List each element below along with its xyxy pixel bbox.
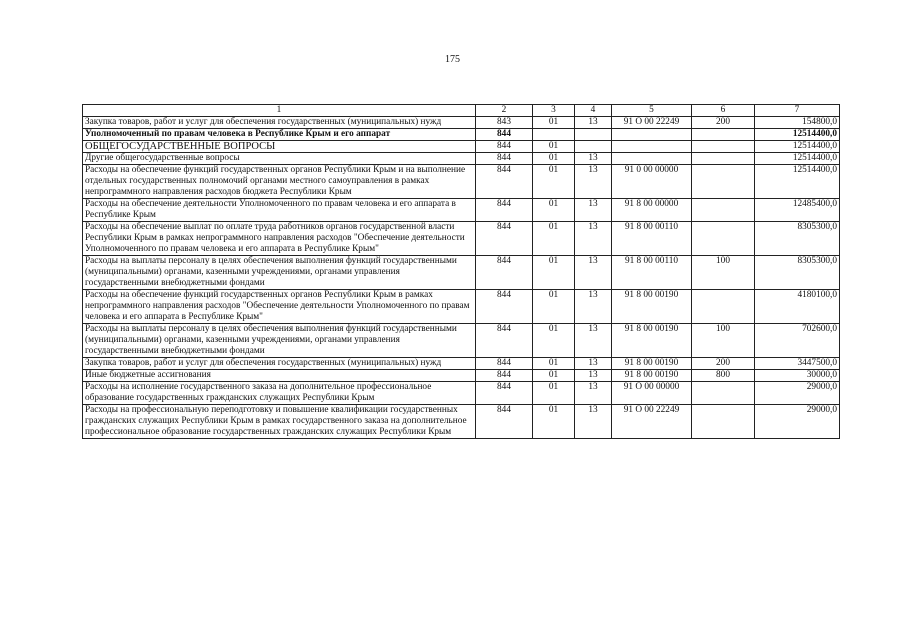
row-subsection-code-cell: 13 — [575, 199, 612, 222]
row-target-article-cell: 91 О 00 22249 — [612, 117, 692, 129]
table-row — [83, 129, 840, 141]
row-amount-cell: 12514400,0 — [755, 129, 840, 141]
column-header: 3 — [533, 105, 575, 117]
table-row — [83, 165, 840, 199]
row-target-article-cell: 91 8 00 00190 — [612, 324, 692, 358]
table-header-row — [83, 105, 840, 117]
column-header: 1 — [83, 105, 476, 117]
row-target-article-cell: 91 8 00 00000 — [612, 199, 692, 222]
row-target-article-cell: 91 8 00 00190 — [612, 358, 692, 370]
table-row — [83, 256, 840, 290]
row-subsection-code-cell: 13 — [575, 290, 612, 324]
row-target-article-cell: 91 О 00 00000 — [612, 382, 692, 405]
row-ministry-code-cell: 843 — [476, 117, 533, 129]
row-section-code-cell — [533, 129, 575, 141]
row-section-code-cell: 01 — [533, 370, 575, 382]
row-subsection-code-cell: 13 — [575, 405, 612, 439]
row-target-article-cell: 91 0 00 00000 — [612, 165, 692, 199]
row-amount-cell: 154800,0 — [755, 117, 840, 129]
row-expense-type-cell — [692, 199, 755, 222]
row-target-article-cell: 91 8 00 00110 — [612, 222, 692, 256]
row-expense-type-cell: 100 — [692, 324, 755, 358]
row-subsection-code-cell: 13 — [575, 358, 612, 370]
row-amount-cell: 29000,0 — [755, 382, 840, 405]
page-number: 175 — [445, 54, 460, 65]
row-name-cell: Расходы на исполнение государственного заказа на дополнительное профессиональное образование государственных гражданских служащих Республики Крым — [83, 382, 476, 405]
row-name-cell: Расходы на выплаты персоналу в целях обеспечения выполнения функций государственными (муниципальными) органами, казенными учреждениями, органами управления государственными внебюджетными фондами — [83, 324, 476, 358]
row-ministry-code-cell: 844 — [476, 256, 533, 290]
row-target-article-cell: 91 8 00 00190 — [612, 370, 692, 382]
row-expense-type-cell: 800 — [692, 370, 755, 382]
row-ministry-code-cell: 844 — [476, 290, 533, 324]
column-header: 2 — [476, 105, 533, 117]
row-subsection-code-cell: 13 — [575, 222, 612, 256]
row-name-cell: Расходы на обеспечение деятельности Уполномоченного по правам человека и его аппарата в Республике Крым — [83, 199, 476, 222]
row-section-code-cell: 01 — [533, 199, 575, 222]
row-section-code-cell: 01 — [533, 405, 575, 439]
row-section-code-cell: 01 — [533, 382, 575, 405]
row-section-code-cell: 01 — [533, 153, 575, 165]
row-amount-cell: 8305300,0 — [755, 222, 840, 256]
row-subsection-code-cell: 13 — [575, 165, 612, 199]
row-target-article-cell — [612, 153, 692, 165]
row-ministry-code-cell: 844 — [476, 358, 533, 370]
table-row — [83, 382, 840, 405]
budget-table — [82, 104, 840, 439]
table-row — [83, 370, 840, 382]
row-ministry-code-cell: 844 — [476, 199, 533, 222]
row-subsection-code-cell: 13 — [575, 117, 612, 129]
row-target-article-cell — [612, 129, 692, 141]
row-amount-cell: 12514400,0 — [755, 165, 840, 199]
row-ministry-code-cell: 844 — [476, 141, 533, 153]
row-amount-cell: 12485400,0 — [755, 199, 840, 222]
row-expense-type-cell: 100 — [692, 256, 755, 290]
row-expense-type-cell: 200 — [692, 117, 755, 129]
row-expense-type-cell — [692, 290, 755, 324]
row-target-article-cell: 91 О 00 22249 — [612, 405, 692, 439]
row-section-code-cell: 01 — [533, 256, 575, 290]
row-name-cell: Расходы на обеспечение функций государственных органов Республики Крым и на выполнение отдельных государственных полномочий органами местного самоуправления в рамках непрограммного направления расходов бюджета Республики Крым — [83, 165, 476, 199]
row-subsection-code-cell — [575, 129, 612, 141]
row-amount-cell: 702600,0 — [755, 324, 840, 358]
row-ministry-code-cell: 844 — [476, 153, 533, 165]
row-name-cell: Другие общегосударственные вопросы — [83, 153, 476, 165]
table-row — [83, 141, 840, 153]
table-row — [83, 405, 840, 439]
table-row — [83, 117, 840, 129]
row-name-cell: ОБЩЕГОСУДАРСТВЕННЫЕ ВОПРОСЫ — [83, 141, 476, 153]
row-name-cell: Расходы на выплаты персоналу в целях обеспечения выполнения функций государственными (муниципальными) органами, казенными учреждениями, органами управления государственными внебюджетными фондами — [83, 256, 476, 290]
row-name-cell: Расходы на обеспечение функций государственных органов Республики Крым в рамках непрограммного направления расходов "Обеспечение деятельности Уполномоченного по правам человека и его аппарата в Республике Крым" — [83, 290, 476, 324]
row-amount-cell: 29000,0 — [755, 405, 840, 439]
column-header: 4 — [575, 105, 612, 117]
row-ministry-code-cell: 844 — [476, 382, 533, 405]
row-expense-type-cell — [692, 405, 755, 439]
row-name-cell: Закупка товаров, работ и услуг для обеспечения государственных (муниципальных) нужд — [83, 358, 476, 370]
row-expense-type-cell — [692, 129, 755, 141]
row-ministry-code-cell: 844 — [476, 129, 533, 141]
table-row — [83, 290, 840, 324]
row-expense-type-cell — [692, 382, 755, 405]
column-header: 5 — [612, 105, 692, 117]
row-expense-type-cell — [692, 141, 755, 153]
table-row — [83, 199, 840, 222]
row-subsection-code-cell: 13 — [575, 382, 612, 405]
row-ministry-code-cell: 844 — [476, 324, 533, 358]
row-name-cell: Расходы на обеспечение выплат по оплате труда работников органов государственной власти Республики Крым в рамках непрограммного направления расходов "Обеспечение деятельности Уполномоченного по правам человека и его аппарата в Республике Крым" — [83, 222, 476, 256]
row-amount-cell: 4180100,0 — [755, 290, 840, 324]
row-amount-cell: 30000,0 — [755, 370, 840, 382]
row-target-article-cell: 91 8 00 00110 — [612, 256, 692, 290]
row-section-code-cell: 01 — [533, 324, 575, 358]
row-ministry-code-cell: 844 — [476, 222, 533, 256]
row-expense-type-cell: 200 — [692, 358, 755, 370]
row-section-code-cell: 01 — [533, 141, 575, 153]
row-name-cell: Уполномоченный по правам человека в Республике Крым и его аппарат — [83, 129, 476, 141]
row-name-cell: Закупка товаров, работ и услуг для обеспечения государственных (муниципальных) нужд — [83, 117, 476, 129]
table-body — [83, 117, 840, 439]
row-subsection-code-cell: 13 — [575, 153, 612, 165]
row-section-code-cell: 01 — [533, 290, 575, 324]
row-amount-cell: 12514400,0 — [755, 141, 840, 153]
row-target-article-cell — [612, 141, 692, 153]
row-amount-cell: 8305300,0 — [755, 256, 840, 290]
row-amount-cell: 12514400,0 — [755, 153, 840, 165]
row-amount-cell: 3447500,0 — [755, 358, 840, 370]
row-target-article-cell: 91 8 00 00190 — [612, 290, 692, 324]
row-section-code-cell: 01 — [533, 165, 575, 199]
row-section-code-cell: 01 — [533, 117, 575, 129]
table-row — [83, 324, 840, 358]
row-subsection-code-cell — [575, 141, 612, 153]
row-ministry-code-cell: 844 — [476, 370, 533, 382]
column-header: 7 — [755, 105, 840, 117]
row-subsection-code-cell: 13 — [575, 324, 612, 358]
row-subsection-code-cell: 13 — [575, 256, 612, 290]
column-header: 6 — [692, 105, 755, 117]
row-name-cell: Иные бюджетные ассигнования — [83, 370, 476, 382]
row-name-cell: Расходы на профессиональную переподготовку и повышение квалификации государственных гражданских служащих Республики Крым в рамках государственного заказа на дополнительное профессиональное образование государственных гражданских служащих Республики Крым — [83, 405, 476, 439]
table-row — [83, 358, 840, 370]
table-row — [83, 222, 840, 256]
row-ministry-code-cell: 844 — [476, 405, 533, 439]
table-row — [83, 153, 840, 165]
row-ministry-code-cell: 844 — [476, 165, 533, 199]
row-subsection-code-cell: 13 — [575, 370, 612, 382]
row-expense-type-cell — [692, 222, 755, 256]
row-expense-type-cell — [692, 165, 755, 199]
row-section-code-cell: 01 — [533, 222, 575, 256]
row-section-code-cell: 01 — [533, 358, 575, 370]
row-expense-type-cell — [692, 153, 755, 165]
